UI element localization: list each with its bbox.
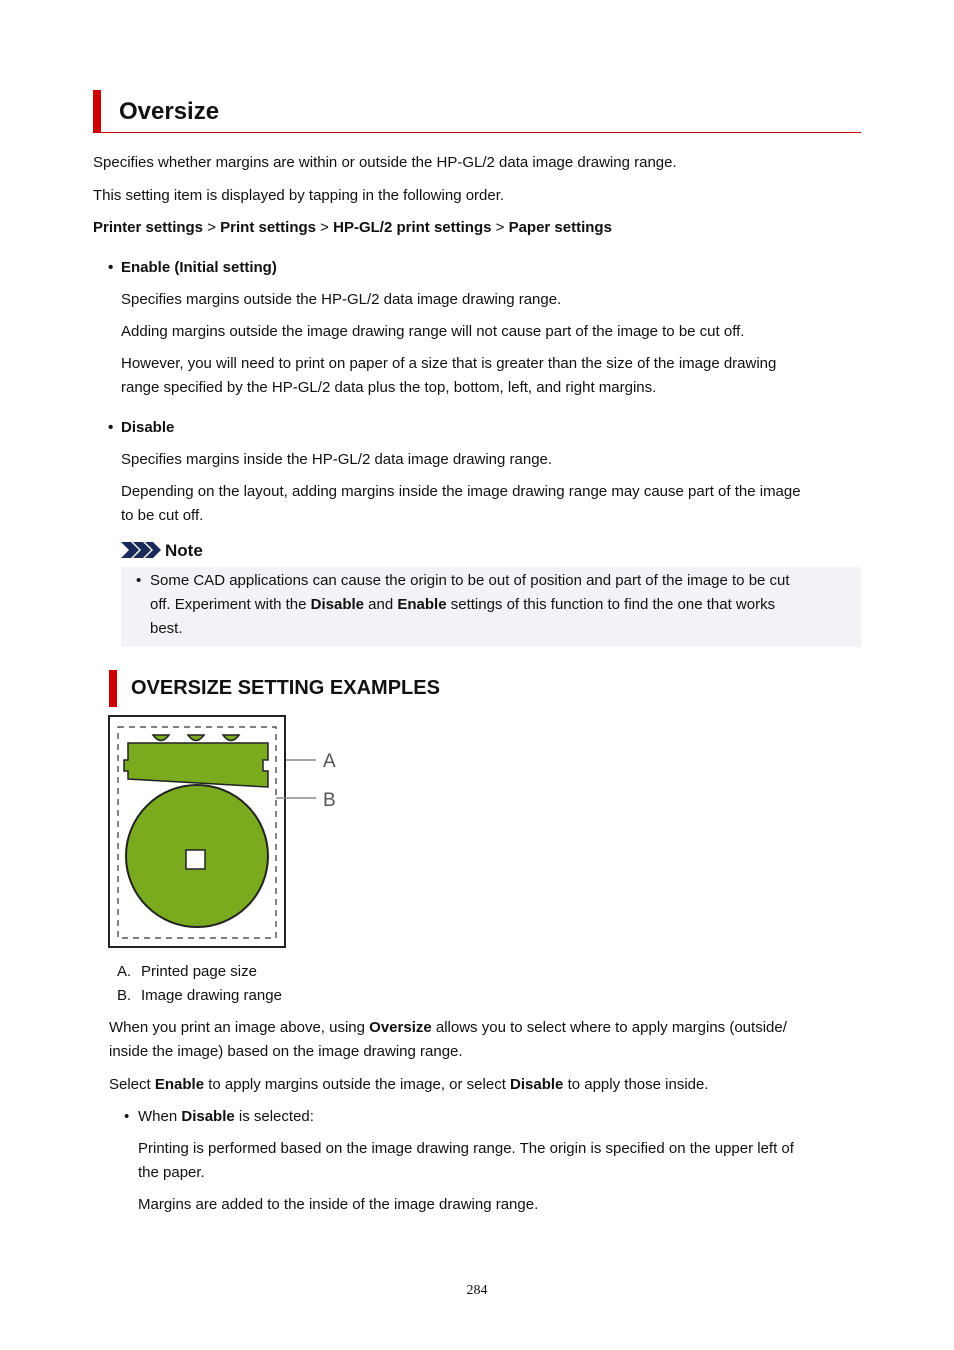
path-step: Printer settings — [93, 219, 204, 236]
intro-text: Specifies whether margins are within or outside the HP-GL/2 data image drawing range. — [93, 154, 677, 171]
note-text-part: settings of this function to find the one that works — [446, 596, 776, 613]
keyword: Disable — [510, 1076, 564, 1093]
body-paragraph — [109, 1073, 709, 1097]
section-title: OVERSIZE SETTING EXAMPLES — [131, 677, 440, 699]
text-part: When you print an image above, using — [109, 1019, 370, 1036]
text-part: allows you to select where to apply margins (outside/ — [431, 1019, 787, 1036]
legend-marker: A. — [117, 963, 132, 980]
page-title: Oversize — [119, 98, 220, 125]
text-part: to apply those inside. — [563, 1076, 709, 1093]
heading-underline — [93, 132, 861, 133]
option-text: Adding margins outside the image drawing range will not cause part of the image to be cut off. — [121, 323, 745, 340]
path-separator: > — [320, 219, 329, 236]
keyword: Oversize — [369, 1019, 432, 1036]
text-part: When — [138, 1108, 182, 1125]
note-chevrons-icon — [121, 542, 161, 558]
note-title: Note — [165, 541, 203, 560]
bullet-dot: • — [108, 259, 114, 276]
legend-marker: B. — [117, 987, 132, 1004]
oversize-example-figure — [108, 715, 348, 949]
note-text-part: off. Experiment with the — [150, 596, 311, 613]
sub-text: Printing is performed based on the image drawing range. The origin is specified on the upper left of — [138, 1140, 794, 1157]
keyword: Disable — [181, 1108, 235, 1125]
option-text: range specified by the HP-GL/2 data plus the top, bottom, left, and right margins. — [121, 379, 657, 396]
note-text: best. — [150, 620, 183, 637]
path-separator: > — [207, 219, 216, 236]
heading-accent-bar — [93, 90, 101, 133]
sub-text: Margins are added to the inside of the image drawing range. — [138, 1196, 539, 1213]
option-text: Specifies margins inside the HP-GL/2 data image drawing range. — [121, 451, 553, 468]
option-text: to be cut off. — [121, 507, 204, 524]
keyword: Enable — [154, 1076, 205, 1093]
option-text: However, you will need to print on paper of a size that is greater than the size of the image drawing — [121, 355, 777, 372]
section-accent-bar — [109, 670, 117, 707]
note-keyword: Enable — [397, 596, 447, 613]
figure-label-a: A — [323, 751, 336, 772]
bullet-dot: • — [108, 419, 114, 436]
page-number: 284 — [466, 1283, 488, 1298]
path-separator: > — [495, 219, 505, 236]
figure-label-b: B — [323, 790, 336, 811]
note-text: Some CAD applications can cause the origin to be out of position and part of the image to be cut — [150, 572, 790, 589]
option-text: Depending on the layout, adding margins inside the image drawing range may cause part of the image — [121, 483, 801, 500]
option-title: Disable — [121, 419, 175, 436]
body-paragraph — [109, 1016, 787, 1040]
path-step: HP-GL/2 print settings — [333, 219, 492, 236]
note-text — [150, 593, 775, 617]
sub-text: the paper. — [138, 1164, 205, 1181]
disc-center-hole — [186, 850, 205, 869]
text-part: to apply margins outside the image, or select — [204, 1076, 511, 1093]
option-text: Specifies margins outside the HP-GL/2 data image drawing range. — [121, 291, 562, 308]
bullet-dot: • — [124, 1108, 130, 1125]
body-paragraph: inside the image) based on the image drawing range. — [109, 1043, 463, 1060]
settings-path — [93, 216, 612, 240]
note-text-part: and — [364, 596, 398, 613]
text-part: is selected: — [234, 1108, 314, 1125]
legend-text: Printed page size — [141, 963, 257, 980]
legend-text: Image drawing range — [141, 987, 282, 1004]
path-step: Paper settings — [508, 219, 612, 236]
path-step: Print settings — [220, 219, 316, 236]
bullet-dot: • — [136, 572, 142, 589]
option-title: Enable (Initial setting) — [121, 259, 277, 276]
text-part: Select — [109, 1076, 155, 1093]
intro-text: This setting item is displayed by tapping in the following order. — [93, 187, 505, 204]
bullet-text — [138, 1105, 314, 1129]
banner-shape — [124, 743, 268, 787]
note-keyword: Disable — [310, 596, 364, 613]
